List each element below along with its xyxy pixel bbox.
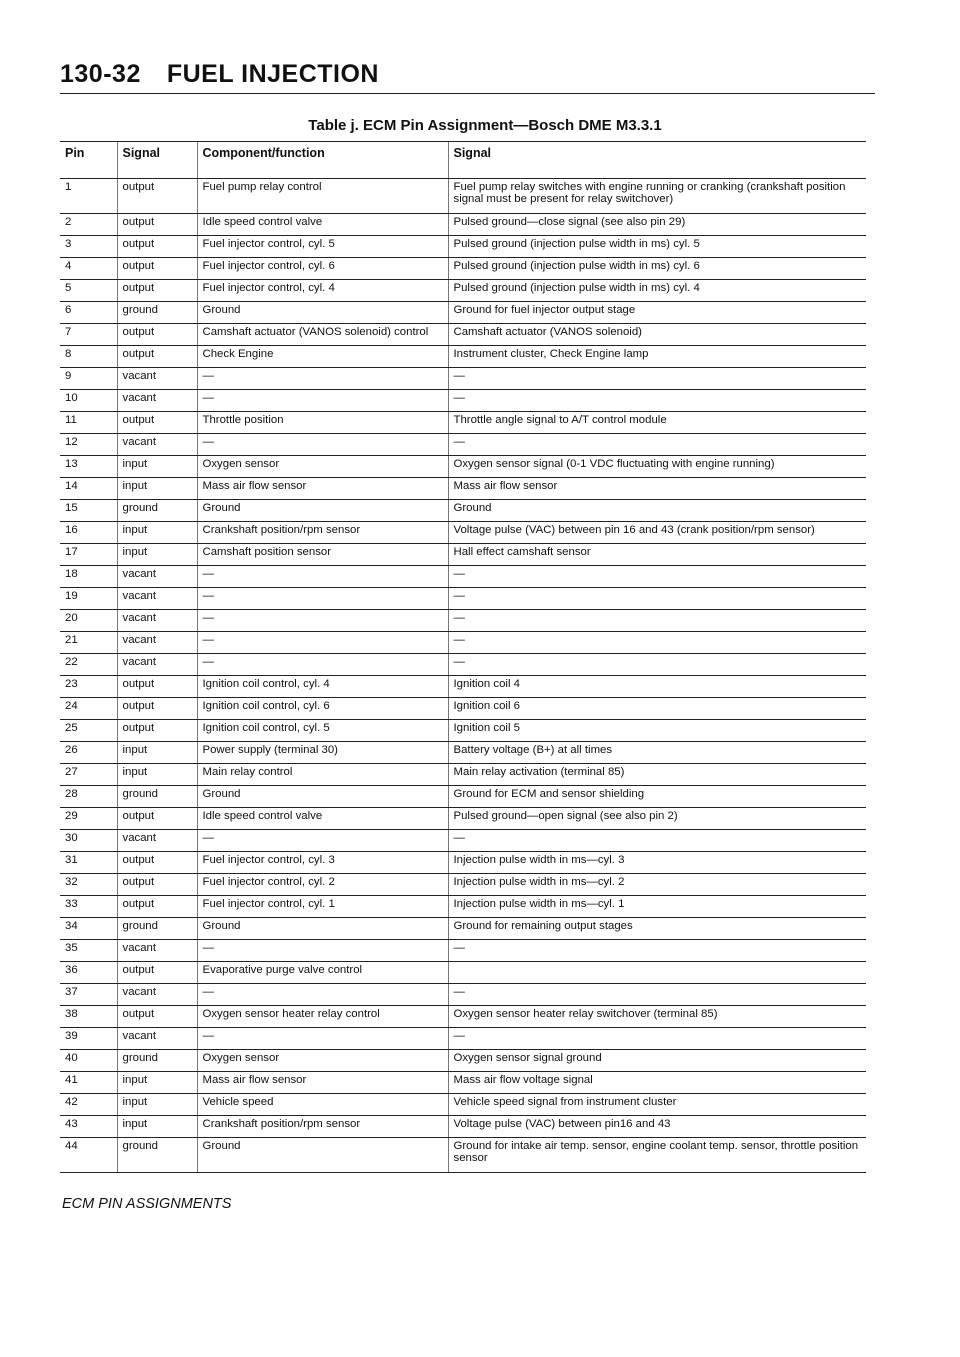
cell-signal: vacant — [117, 830, 197, 852]
cell-signal: output — [117, 179, 197, 214]
cell-description — [448, 962, 866, 984]
cell-signal: ground — [117, 786, 197, 808]
cell-pin: 37 — [60, 984, 117, 1006]
cell-component: Ground — [197, 786, 448, 808]
cell-signal: input — [117, 1094, 197, 1116]
table-row — [60, 808, 866, 830]
cell-description: Instrument cluster, Check Engine lamp — [448, 346, 866, 368]
cell-pin: 22 — [60, 654, 117, 676]
cell-component: Ignition coil control, cyl. 5 — [197, 720, 448, 742]
cell-signal: output — [117, 1006, 197, 1028]
cell-component: — — [197, 390, 448, 412]
cell-pin: 1 — [60, 179, 117, 214]
cell-component: — — [197, 830, 448, 852]
cell-pin: 27 — [60, 764, 117, 786]
cell-component: Main relay control — [197, 764, 448, 786]
cell-signal: input — [117, 544, 197, 566]
table-row — [60, 280, 866, 302]
table-row — [60, 698, 866, 720]
cell-signal: output — [117, 720, 197, 742]
cell-description: Ground — [448, 500, 866, 522]
cell-pin: 18 — [60, 566, 117, 588]
cell-description: Ground for fuel injector output stage — [448, 302, 866, 324]
cell-component: Ignition coil control, cyl. 4 — [197, 676, 448, 698]
column-header-signal-description: Signal — [448, 142, 866, 179]
cell-description: Fuel pump relay switches with engine running or cranking (crankshaft position signal must be present for relay switchover) — [448, 179, 866, 214]
cell-signal: output — [117, 808, 197, 830]
cell-signal: output — [117, 698, 197, 720]
cell-component: Oxygen sensor — [197, 1050, 448, 1072]
cell-component: Check Engine — [197, 346, 448, 368]
column-header-signal: Signal — [117, 142, 197, 179]
cell-description: — — [448, 830, 866, 852]
cell-component: Fuel injector control, cyl. 2 — [197, 874, 448, 896]
cell-description: Battery voltage (B+) at all times — [448, 742, 866, 764]
cell-pin: 6 — [60, 302, 117, 324]
cell-signal: input — [117, 478, 197, 500]
cell-pin: 2 — [60, 214, 117, 236]
table-row — [60, 214, 866, 236]
cell-description: — — [448, 588, 866, 610]
table-row — [60, 1138, 866, 1173]
cell-signal: vacant — [117, 940, 197, 962]
cell-pin: 24 — [60, 698, 117, 720]
cell-component: Camshaft actuator (VANOS solenoid) control — [197, 324, 448, 346]
cell-pin: 5 — [60, 280, 117, 302]
table-row — [60, 984, 866, 1006]
cell-component: Mass air flow sensor — [197, 1072, 448, 1094]
table-row — [60, 720, 866, 742]
cell-pin: 42 — [60, 1094, 117, 1116]
cell-component: — — [197, 940, 448, 962]
cell-pin: 11 — [60, 412, 117, 434]
cell-pin: 14 — [60, 478, 117, 500]
cell-signal: input — [117, 764, 197, 786]
cell-signal: ground — [117, 302, 197, 324]
table-row — [60, 500, 866, 522]
table-row — [60, 830, 866, 852]
cell-component: Fuel pump relay control — [197, 179, 448, 214]
cell-component: — — [197, 368, 448, 390]
cell-description: Injection pulse width in ms—cyl. 2 — [448, 874, 866, 896]
cell-description: Throttle angle signal to A/T control module — [448, 412, 866, 434]
table-header-row — [60, 142, 866, 179]
cell-description: Pulsed ground—open signal (see also pin 2) — [448, 808, 866, 830]
page-header — [60, 60, 875, 94]
cell-component: — — [197, 610, 448, 632]
table-row — [60, 632, 866, 654]
cell-signal: output — [117, 280, 197, 302]
cell-description: Pulsed ground (injection pulse width in ms) cyl. 6 — [448, 258, 866, 280]
cell-component: — — [197, 566, 448, 588]
cell-description: Oxygen sensor heater relay switchover (terminal 85) — [448, 1006, 866, 1028]
cell-pin: 30 — [60, 830, 117, 852]
cell-pin: 44 — [60, 1138, 117, 1173]
cell-signal: input — [117, 522, 197, 544]
table-row — [60, 1006, 866, 1028]
cell-signal: ground — [117, 1050, 197, 1072]
cell-description: — — [448, 566, 866, 588]
cell-description: Pulsed ground (injection pulse width in ms) cyl. 4 — [448, 280, 866, 302]
table-row — [60, 588, 866, 610]
cell-pin: 35 — [60, 940, 117, 962]
cell-signal: vacant — [117, 1028, 197, 1050]
cell-component: Fuel injector control, cyl. 4 — [197, 280, 448, 302]
cell-signal: output — [117, 214, 197, 236]
cell-pin: 39 — [60, 1028, 117, 1050]
cell-description: Ignition coil 4 — [448, 676, 866, 698]
cell-signal: output — [117, 896, 197, 918]
cell-pin: 7 — [60, 324, 117, 346]
cell-pin: 26 — [60, 742, 117, 764]
cell-pin: 4 — [60, 258, 117, 280]
table-row — [60, 610, 866, 632]
cell-component: Oxygen sensor heater relay control — [197, 1006, 448, 1028]
cell-signal: output — [117, 324, 197, 346]
cell-pin: 17 — [60, 544, 117, 566]
cell-component: — — [197, 1028, 448, 1050]
table-row — [60, 676, 866, 698]
table-row — [60, 258, 866, 280]
table-title: Table j. ECM Pin Assignment—Bosch DME M3.3.1 — [308, 117, 662, 134]
table-row — [60, 390, 866, 412]
table-row — [60, 1028, 866, 1050]
cell-description: Oxygen sensor signal ground — [448, 1050, 866, 1072]
cell-component: — — [197, 588, 448, 610]
cell-component: Idle speed control valve — [197, 808, 448, 830]
cell-signal: vacant — [117, 566, 197, 588]
cell-pin: 9 — [60, 368, 117, 390]
cell-description: Injection pulse width in ms—cyl. 3 — [448, 852, 866, 874]
cell-description: — — [448, 632, 866, 654]
table-row — [60, 236, 866, 258]
cell-description: Pulsed ground—close signal (see also pin 29) — [448, 214, 866, 236]
cell-description: — — [448, 940, 866, 962]
cell-signal: ground — [117, 918, 197, 940]
table-row — [60, 940, 866, 962]
cell-pin: 33 — [60, 896, 117, 918]
cell-component: Throttle position — [197, 412, 448, 434]
cell-pin: 13 — [60, 456, 117, 478]
column-header-component: Component/function — [197, 142, 448, 179]
table-row — [60, 918, 866, 940]
cell-pin: 31 — [60, 852, 117, 874]
cell-description: — — [448, 610, 866, 632]
cell-description: Hall effect camshaft sensor — [448, 544, 866, 566]
cell-pin: 32 — [60, 874, 117, 896]
table-row — [60, 179, 866, 214]
cell-description: Voltage pulse (VAC) between pin16 and 43 — [448, 1116, 866, 1138]
cell-component: Ignition coil control, cyl. 6 — [197, 698, 448, 720]
cell-signal: output — [117, 236, 197, 258]
cell-description: — — [448, 654, 866, 676]
cell-pin: 36 — [60, 962, 117, 984]
cell-component: Ground — [197, 302, 448, 324]
cell-description: Injection pulse width in ms—cyl. 1 — [448, 896, 866, 918]
cell-signal: output — [117, 412, 197, 434]
cell-component: Mass air flow sensor — [197, 478, 448, 500]
cell-description: — — [448, 368, 866, 390]
cell-description: Ground for intake air temp. sensor, engine coolant temp. sensor, throttle position sensor — [448, 1138, 866, 1173]
cell-description: Oxygen sensor signal (0-1 VDC fluctuating with engine running) — [448, 456, 866, 478]
table-row — [60, 764, 866, 786]
cell-component: Ground — [197, 500, 448, 522]
cell-signal: input — [117, 1072, 197, 1094]
cell-component: Ground — [197, 918, 448, 940]
cell-signal: vacant — [117, 654, 197, 676]
cell-pin: 20 — [60, 610, 117, 632]
table-row — [60, 962, 866, 984]
cell-signal: vacant — [117, 368, 197, 390]
cell-pin: 40 — [60, 1050, 117, 1072]
cell-pin: 41 — [60, 1072, 117, 1094]
cell-signal: input — [117, 742, 197, 764]
table-row — [60, 1072, 866, 1094]
cell-component: — — [197, 632, 448, 654]
table-row — [60, 456, 866, 478]
cell-signal: vacant — [117, 984, 197, 1006]
cell-pin: 21 — [60, 632, 117, 654]
cell-description: Camshaft actuator (VANOS solenoid) — [448, 324, 866, 346]
cell-pin: 23 — [60, 676, 117, 698]
table-body — [60, 179, 866, 1173]
cell-component: Idle speed control valve — [197, 214, 448, 236]
cell-pin: 34 — [60, 918, 117, 940]
pin-assignment-table — [60, 141, 866, 1173]
table-row — [60, 324, 866, 346]
cell-component: — — [197, 434, 448, 456]
cell-component: Camshaft position sensor — [197, 544, 448, 566]
cell-signal: ground — [117, 500, 197, 522]
cell-signal: output — [117, 874, 197, 896]
cell-component: Evaporative purge valve control — [197, 962, 448, 984]
table-row — [60, 1050, 866, 1072]
cell-pin: 28 — [60, 786, 117, 808]
cell-component: Fuel injector control, cyl. 1 — [197, 896, 448, 918]
cell-signal: output — [117, 962, 197, 984]
cell-component: Vehicle speed — [197, 1094, 448, 1116]
table-row — [60, 566, 866, 588]
cell-description: Ignition coil 6 — [448, 698, 866, 720]
table-row — [60, 412, 866, 434]
page-number: 130-32 — [60, 60, 141, 88]
cell-description: Ground for remaining output stages — [448, 918, 866, 940]
cell-pin: 15 — [60, 500, 117, 522]
cell-description: — — [448, 390, 866, 412]
cell-pin: 12 — [60, 434, 117, 456]
cell-description: Vehicle speed signal from instrument cluster — [448, 1094, 866, 1116]
cell-pin: 16 — [60, 522, 117, 544]
cell-component: Fuel injector control, cyl. 6 — [197, 258, 448, 280]
cell-description: Ignition coil 5 — [448, 720, 866, 742]
cell-pin: 8 — [60, 346, 117, 368]
table-row — [60, 346, 866, 368]
cell-signal: output — [117, 258, 197, 280]
cell-pin: 43 — [60, 1116, 117, 1138]
table-row — [60, 434, 866, 456]
table-row — [60, 1116, 866, 1138]
cell-component: Oxygen sensor — [197, 456, 448, 478]
footer-caption: ECM PIN ASSIGNMENTS — [62, 1196, 232, 1212]
cell-component: Crankshaft position/rpm sensor — [197, 522, 448, 544]
cell-description: Mass air flow voltage signal — [448, 1072, 866, 1094]
table-row — [60, 786, 866, 808]
table-row — [60, 896, 866, 918]
cell-description: Voltage pulse (VAC) between pin 16 and 43 (crank position/rpm sensor) — [448, 522, 866, 544]
cell-description: — — [448, 1028, 866, 1050]
cell-component: Fuel injector control, cyl. 3 — [197, 852, 448, 874]
cell-signal: output — [117, 676, 197, 698]
table-row — [60, 1094, 866, 1116]
cell-signal: ground — [117, 1138, 197, 1173]
table-row — [60, 874, 866, 896]
cell-component: — — [197, 984, 448, 1006]
cell-signal: vacant — [117, 610, 197, 632]
cell-component: Power supply (terminal 30) — [197, 742, 448, 764]
table-row — [60, 742, 866, 764]
cell-signal: input — [117, 456, 197, 478]
cell-description: Ground for ECM and sensor shielding — [448, 786, 866, 808]
table-row — [60, 544, 866, 566]
cell-signal: vacant — [117, 390, 197, 412]
column-header-pin: Pin — [60, 142, 117, 179]
cell-pin: 38 — [60, 1006, 117, 1028]
cell-signal: input — [117, 1116, 197, 1138]
cell-pin: 10 — [60, 390, 117, 412]
table-row — [60, 522, 866, 544]
table-row — [60, 302, 866, 324]
cell-pin: 3 — [60, 236, 117, 258]
cell-signal: output — [117, 346, 197, 368]
cell-component: Fuel injector control, cyl. 5 — [197, 236, 448, 258]
table-row — [60, 852, 866, 874]
cell-description: Pulsed ground (injection pulse width in ms) cyl. 5 — [448, 236, 866, 258]
table-row — [60, 654, 866, 676]
table-row — [60, 478, 866, 500]
cell-signal: vacant — [117, 434, 197, 456]
table-row — [60, 368, 866, 390]
cell-pin: 19 — [60, 588, 117, 610]
cell-component: Ground — [197, 1138, 448, 1173]
cell-signal: vacant — [117, 632, 197, 654]
cell-pin: 25 — [60, 720, 117, 742]
cell-description: — — [448, 434, 866, 456]
section-title: FUEL INJECTION — [166, 60, 379, 88]
cell-description: — — [448, 984, 866, 1006]
cell-component: Crankshaft position/rpm sensor — [197, 1116, 448, 1138]
cell-component: — — [197, 654, 448, 676]
cell-signal: vacant — [117, 588, 197, 610]
cell-description: Mass air flow sensor — [448, 478, 866, 500]
cell-signal: output — [117, 852, 197, 874]
cell-description: Main relay activation (terminal 85) — [448, 764, 866, 786]
cell-pin: 29 — [60, 808, 117, 830]
